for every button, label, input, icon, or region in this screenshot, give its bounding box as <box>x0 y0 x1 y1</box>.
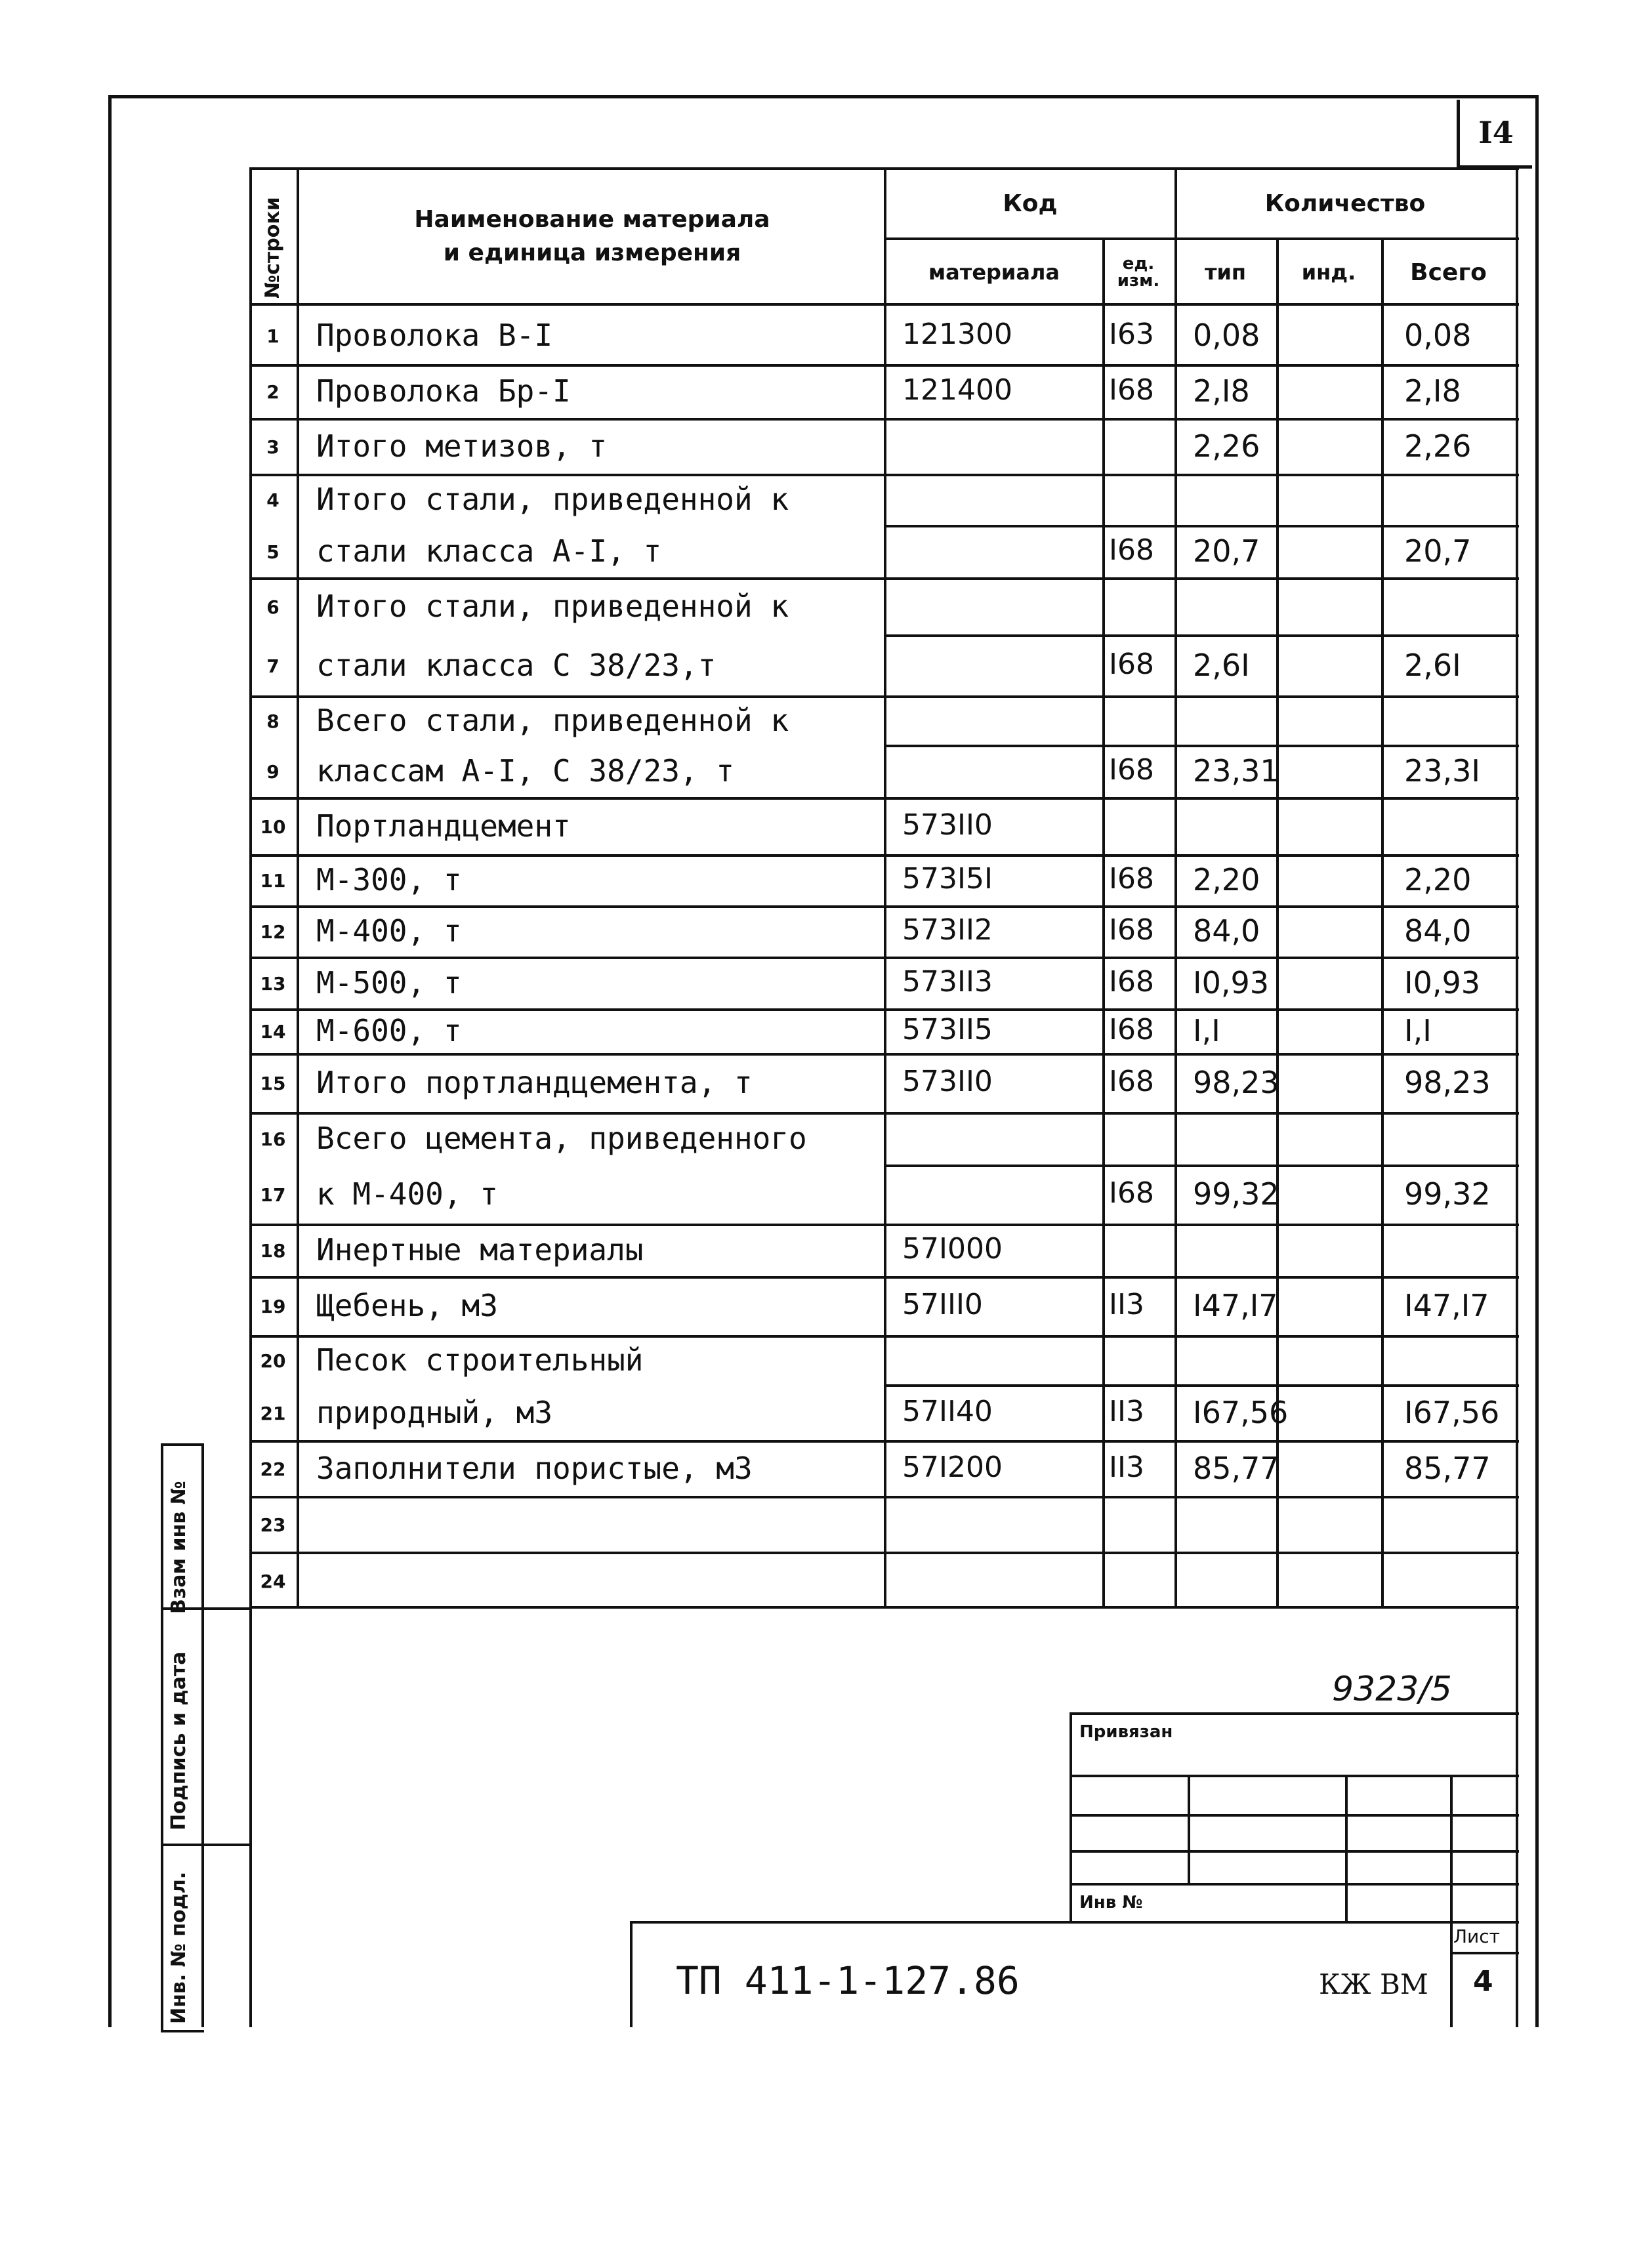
stamp-line <box>1345 1775 1348 1922</box>
row-number: 9 <box>266 761 280 783</box>
row-divider <box>886 1384 1519 1387</box>
row-number: 6 <box>266 596 280 618</box>
material-name: Щебень, м3 <box>316 1288 498 1323</box>
sheet-number: I4 <box>1457 100 1532 169</box>
material-header: материала <box>928 260 1060 285</box>
unit-code: I68 <box>1109 373 1154 407</box>
typ-value: 98,23 <box>1193 1065 1279 1100</box>
row-divider <box>886 525 1519 527</box>
stamp-line <box>1070 1712 1519 1715</box>
unit-code: II3 <box>1109 1450 1144 1484</box>
unit-code: I68 <box>1109 647 1154 681</box>
typ-value: I67,56 <box>1193 1394 1289 1430</box>
material-name: Итого стали, приведенной к <box>316 588 789 624</box>
unit-code: I68 <box>1109 1065 1154 1098</box>
total-value: I0,93 <box>1404 964 1480 1000</box>
total-value: 2,I8 <box>1404 373 1461 409</box>
material-name: Инертные материалы <box>316 1232 644 1268</box>
unit-code: I68 <box>1109 1013 1154 1046</box>
stamp-line <box>1188 1775 1190 1883</box>
total-value: 2,20 <box>1404 862 1472 897</box>
material-name: Заполнители пористые, м3 <box>316 1450 753 1486</box>
material-name: к М-400, т <box>316 1176 498 1212</box>
row-number: 23 <box>260 1514 286 1536</box>
stamp-line <box>1070 1712 1072 1922</box>
total-value: 84,0 <box>1404 913 1472 949</box>
row-number: 14 <box>260 1021 286 1042</box>
row-number: 5 <box>266 541 280 563</box>
material-name: Проволока В-I <box>316 318 553 353</box>
total-value: I67,56 <box>1404 1394 1500 1430</box>
material-code: 573II0 <box>902 808 993 842</box>
quantity-header: Количество <box>1264 190 1426 217</box>
material-code: 57II40 <box>902 1394 993 1428</box>
total-value: 2,26 <box>1404 428 1472 464</box>
row-divider <box>886 634 1519 637</box>
inv-no-label: Инв № <box>1079 1893 1143 1912</box>
typ-value: I47,I7 <box>1193 1288 1278 1323</box>
material-name: Итого метизов, т <box>316 428 608 464</box>
stamp-line <box>1450 1952 1519 1954</box>
sheet-value: 4 <box>1473 1965 1493 1998</box>
material-name: стали класса А-I, т <box>316 533 662 569</box>
bound-label: Привязан <box>1079 1722 1173 1742</box>
total-value: 2,6I <box>1404 647 1461 683</box>
row-number: 7 <box>266 655 280 677</box>
stamp-line <box>630 1921 1519 1924</box>
material-name: М-600, т <box>316 1013 462 1048</box>
total-value: 0,08 <box>1404 318 1472 353</box>
col-rownum <box>297 167 299 1607</box>
typ-value: 2,6I <box>1193 647 1250 683</box>
row-number: 15 <box>260 1073 286 1094</box>
total-value: 20,7 <box>1404 533 1472 569</box>
row-number: 21 <box>260 1402 286 1424</box>
signature-label: Подпись и дата <box>167 1651 190 1830</box>
typ-value: 2,20 <box>1193 862 1260 897</box>
material-name: Итого стали, приведенной к <box>316 482 789 517</box>
row-number: 13 <box>260 972 286 995</box>
row-number: 11 <box>260 870 286 892</box>
vzam-label: Взам инв № <box>167 1481 190 1614</box>
material-name: Всего стали, приведенной к <box>316 702 789 738</box>
row-number: 4 <box>266 489 280 511</box>
material-name: Проволока Бр-I <box>316 373 571 409</box>
typ-value: 23,31 <box>1193 753 1279 789</box>
total-value: 98,23 <box>1404 1065 1491 1100</box>
row-number-header: №строки <box>261 197 284 299</box>
ind-header: инд. <box>1301 260 1356 285</box>
unit-code: I68 <box>1109 862 1154 896</box>
unit-header: ед. изм. <box>1117 254 1160 291</box>
header-split <box>886 237 1519 240</box>
material-code: 573II0 <box>902 1065 993 1098</box>
typ-value: I0,93 <box>1193 964 1269 1000</box>
material-name: природный, м3 <box>316 1394 553 1430</box>
document-number: 9323/5 <box>1332 1670 1452 1709</box>
row-divider <box>886 745 1519 747</box>
row-number: 8 <box>266 710 280 732</box>
total-value: 23,3I <box>1404 753 1480 789</box>
row-number: 3 <box>266 436 280 458</box>
typ-value: I,I <box>1193 1013 1220 1048</box>
typ-value: 99,32 <box>1193 1176 1279 1212</box>
unit-code: II3 <box>1109 1394 1144 1428</box>
unit-code: I68 <box>1109 753 1154 787</box>
typ-value: 2,I8 <box>1193 373 1250 409</box>
row-number: 19 <box>260 1296 286 1317</box>
name-header: Наименование материала и единица измерения <box>414 206 770 266</box>
unit-code: I68 <box>1109 533 1154 567</box>
col-total <box>1516 167 1518 2027</box>
code-header: Код <box>1003 190 1058 217</box>
stamp-line <box>1450 1775 1453 2027</box>
material-name: стали класса С 38/23,т <box>316 647 717 683</box>
col-name <box>884 167 886 1607</box>
material-name: М-300, т <box>316 862 462 897</box>
material-name: М-400, т <box>316 913 462 949</box>
col-code <box>1102 237 1105 1607</box>
material-name: Портландцемент <box>316 808 571 844</box>
material-name: Итого портландцемента, т <box>316 1065 753 1100</box>
typ-value: 0,08 <box>1193 318 1260 353</box>
designation: ТП 411-1-127.86 <box>676 1958 1020 2003</box>
typ-value: 20,7 <box>1193 533 1260 569</box>
material-code: 57I000 <box>902 1232 1003 1266</box>
typ-value: 84,0 <box>1193 913 1260 949</box>
row-number: 24 <box>260 1570 286 1592</box>
col-ind <box>1381 237 1384 1607</box>
row-number: 22 <box>260 1458 286 1480</box>
total-value: 99,32 <box>1404 1176 1491 1212</box>
material-code: 573II2 <box>902 913 993 947</box>
total-value: I,I <box>1404 1013 1432 1048</box>
mark: КЖ ВМ <box>1319 1968 1428 2000</box>
inv-label: Инв. № подл. <box>167 1871 190 2024</box>
material-code: 57I200 <box>902 1450 1003 1484</box>
row-number: 18 <box>260 1240 286 1262</box>
material-code: 573II3 <box>902 964 993 999</box>
material-name: М-500, т <box>316 964 462 1000</box>
row-number: 12 <box>260 921 286 943</box>
total-value: I47,I7 <box>1404 1288 1489 1323</box>
typ-header: тип <box>1204 260 1247 285</box>
total-header: Всего <box>1410 258 1487 286</box>
unit-code: I68 <box>1109 1176 1154 1210</box>
typ-value: 85,77 <box>1193 1450 1279 1486</box>
row-number: 16 <box>260 1128 286 1150</box>
typ-value: 2,26 <box>1193 428 1260 464</box>
unit-code: I63 <box>1109 318 1154 351</box>
material-name: классам А-I, С 38/23, т <box>316 753 734 789</box>
material-code: 57III0 <box>902 1288 983 1321</box>
row-divider <box>886 1165 1519 1167</box>
row-number: 10 <box>260 815 286 838</box>
unit-code: II3 <box>1109 1288 1144 1321</box>
material-code: 573II5 <box>902 1013 993 1046</box>
unit-code: I68 <box>1109 964 1154 999</box>
row-number: 1 <box>266 325 280 347</box>
material-name: Всего цемента, приведенного <box>316 1121 807 1156</box>
total-value: 85,77 <box>1404 1450 1491 1486</box>
stamp-line <box>630 1921 633 2027</box>
sheet-label: Лист <box>1453 1926 1500 1947</box>
row-number: 20 <box>260 1350 286 1372</box>
material-name: Песок строительный <box>316 1342 644 1378</box>
unit-code: I68 <box>1109 913 1154 947</box>
material-code: 121300 <box>902 318 1012 351</box>
row-number: 2 <box>266 381 280 403</box>
material-code: 121400 <box>902 373 1012 407</box>
row-number: 17 <box>260 1184 286 1206</box>
material-code: 573I5I <box>902 862 993 896</box>
col-unit <box>1174 167 1177 1607</box>
